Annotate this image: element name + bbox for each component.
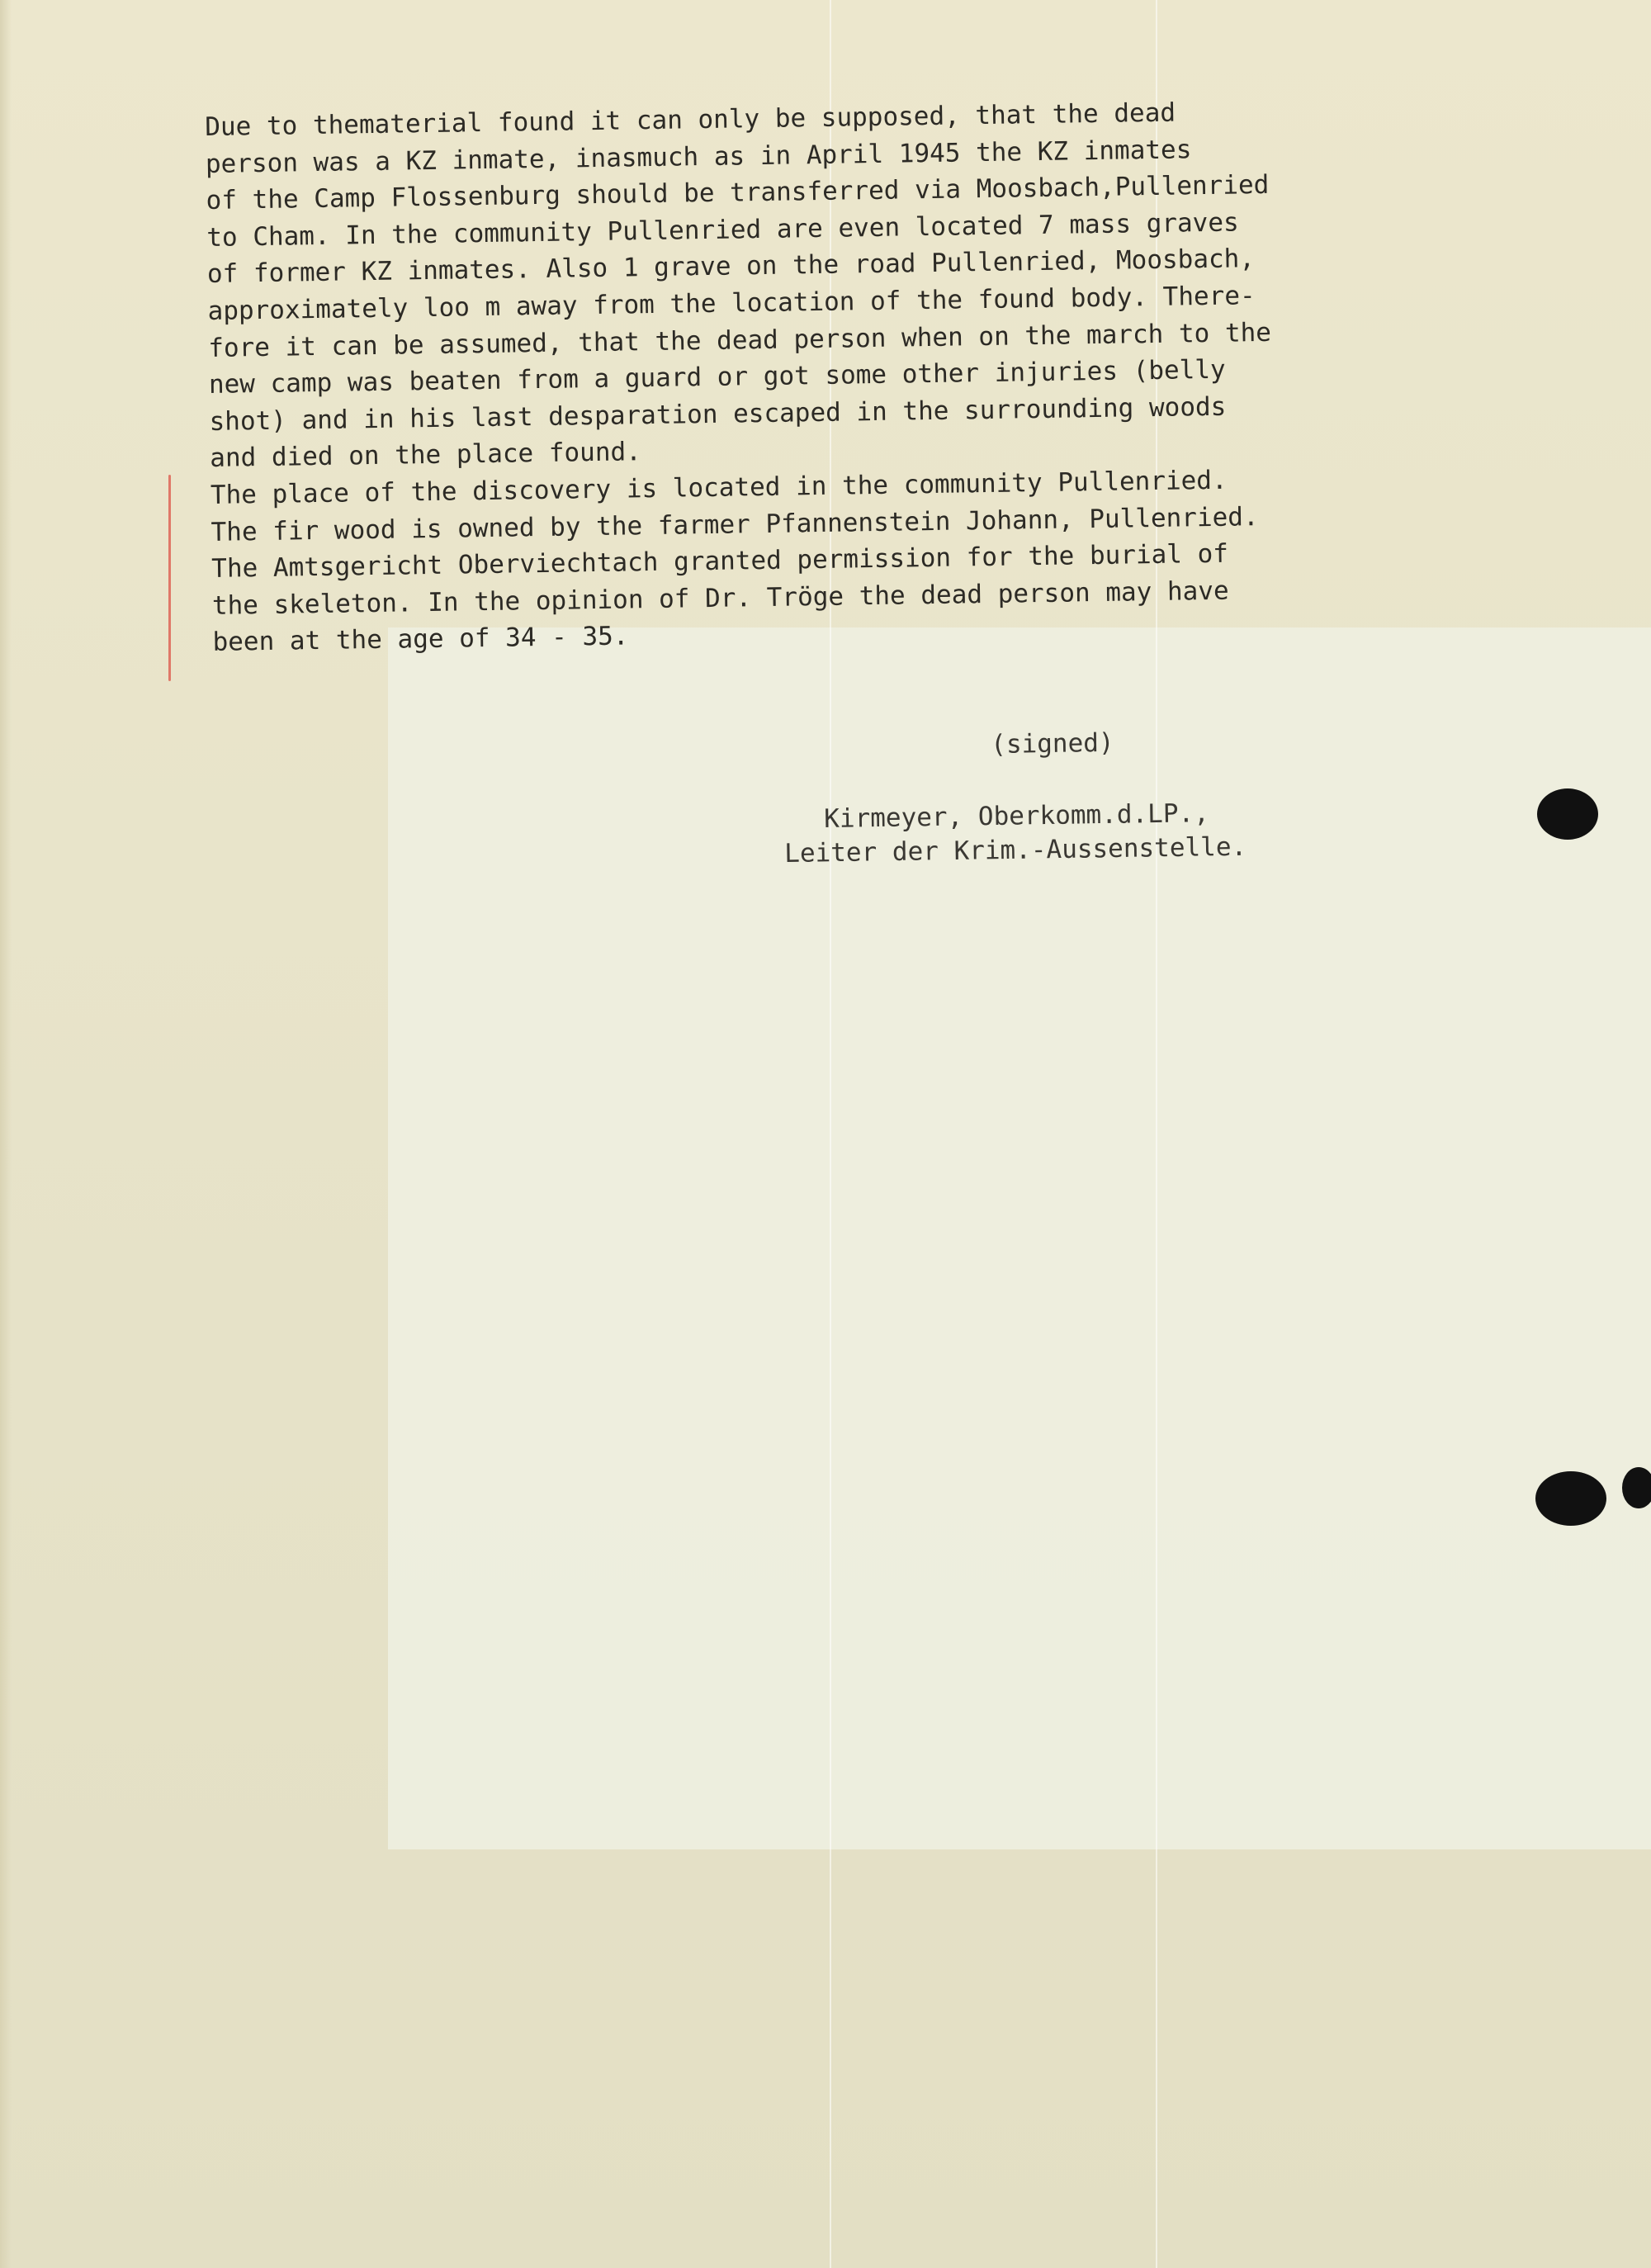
body-line: person was a KZ inmate, inasmuch as in April 1945 the KZ inmates <box>205 134 1192 179</box>
body-line: to Cham. In the community Pullenried are even located 7 mass graves <box>206 207 1239 253</box>
body-line: Due to thematerial found it can only be supposed, that the dead <box>205 97 1176 142</box>
signature-name: Kirmeyer, Oberkomm.d.LP., <box>824 798 1210 834</box>
body-line: The Amtsgericht Oberviechtach granted permission for the burial of <box>211 538 1229 585</box>
punch-hole <box>1535 1471 1606 1526</box>
body-line: new camp was beaten from a guard or got some other injuries (belly <box>208 354 1226 400</box>
signed-note: (signed) <box>991 727 1114 760</box>
body-line: The fir wood is owned by the farmer Pfannenstein Johann, Pullenried. <box>211 501 1259 547</box>
body-line: been at the age of 34 - 35. <box>212 621 629 658</box>
body-line: shot) and in his last desparation escaped in the surrounding woods <box>209 391 1227 437</box>
body-line: the skeleton. In the opinion of Dr. Tröge the dead person may have <box>211 575 1229 621</box>
body-line: of the Camp Flossenburg should be transferred via Moosbach,Pullenried <box>206 170 1270 216</box>
punch-hole <box>1537 788 1598 840</box>
body-line: fore it can be assumed, that the dead person when on the march to the <box>208 317 1272 363</box>
signature-title: Leiter der Krim.-Aussenstelle. <box>784 831 1247 869</box>
body-line: The place of the discovery is located in the community Pullenried. <box>210 465 1228 510</box>
body-line: approximately loo m away from the location of the found body. There- <box>207 281 1256 326</box>
punch-hole <box>1622 1467 1651 1508</box>
red-margin-mark <box>168 475 171 681</box>
body-line: of former KZ inmates. Also 1 grave on the road Pullenried, Moosbach, <box>206 244 1256 290</box>
body-line: and died on the place found. <box>210 437 642 474</box>
paper-edge <box>0 0 12 2268</box>
report-body <box>205 88 1649 661</box>
